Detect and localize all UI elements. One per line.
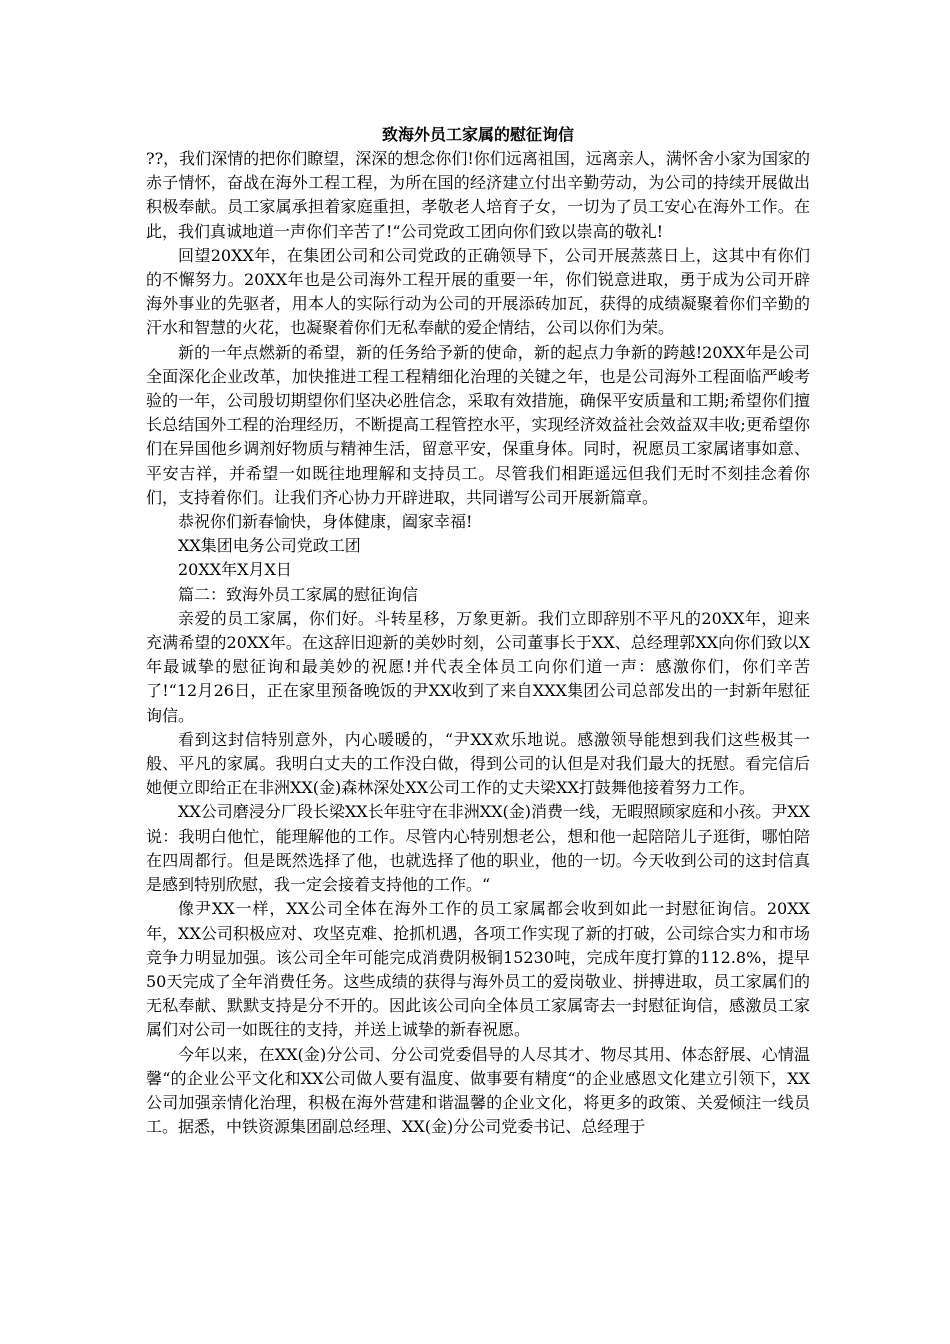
- paragraph: 看到这封信特别意外，内心暖暖的，“尹XX欢乐地说。感激领导能想到我们这些极其一般、平凡的家属。我明白丈夫的工作没白做，得到公司的认但是对我们最大的抚慰。看完信后她便立即给正在非洲XX(金)森林深处XX公司工作的丈夫梁XX打鼓舞他接着努力工作。: [146, 729, 810, 798]
- paragraph: 像尹XX一样，XX公司全体在海外工作的员工家属都会收到如此一封慰征询信。20XX年，XX公司积极应对、攻坚克难、抢抓机遇，各项工作实现了新的打破，公司综合实力和市场竞争力明显加强。该公司全年可能完成消费阴极铜15230吨，完成年度打算的112.8%，提早50天完成了全年消费任务。这些成绩的获得与海外员工的爱岗敬业、拼搏进取，员工家属们的无私奉献、默默支持是分不开的。因此该公司向全体员工家属寄去一封慰征询信，感激员工家属们对公司一如既往的支持，并送上诚挚的新春祝愿。: [146, 899, 810, 1040]
- paragraph: XX公司磨浸分厂段长梁XX长年驻守在非洲XX(金)消费一线，无暇照顾家庭和小孩。尹XX说：我明白他忙，能理解他的工作。尽管内心特别想老公，想和他一起陪陪儿子逛街，哪怕陪在四周都行。但是既然选择了他，也就选择了他的职业，他的一切。今天收到公司的这封信真是感到特别欣慰，我一定会接着支持他的工作。“: [146, 802, 810, 895]
- paragraph: 亲爱的员工家属，你们好。斗转星移，万象更新。我们立即辞别不平凡的20XX年，迎来充满希望的20XX年。在这辞旧迎新的美妙时刻，公司董事长于XX、总经理郭XX向你们致以X年最诚挚的慰征询和最美妙的祝愿!并代表全体员工向你们道一声：感激你们，你们辛苦了!“12月26日，正在家里预备晚饭的尹XX收到了来自XXX集团公司总部发出的一封新年慰征询信。: [146, 608, 810, 725]
- paragraph: 今年以来，在XX(金)分公司、分公司党委倡导的人尽其才、物尽其用、体态舒展、心情温馨“的企业公平文化和XX公司做人要有温度、做事要有精度“的企业感恩文化建立引领下，XX公司加强亲情化治理，积极在海外营建和谐温馨的企业文化，将更多的政策、关爱倾注一线员工。据悉，中铁资源集团副总经理、XX(金)分公司党委书记、总经理于: [146, 1044, 810, 1137]
- section-heading: 篇二：致海外员工家属的慰征询信: [178, 584, 419, 604]
- signature-date: 20XX年X月X日: [178, 560, 292, 580]
- paragraph: 回望20XX年，在集团公司和公司党政的正确领导下，公司开展蒸蒸日上，这其中有你们的不懈努力。20XX年也是公司海外工程开展的重要一年，你们锐意进取，勇于成为公司开辟海外事业的先驱者，用本人的实际行动为公司的开展添砖加瓦，获得的成绩凝聚着你们辛勤的汗水和智慧的火花，也凝聚着你们无私奉献的爱企情结，公司以你们为荣。: [146, 245, 810, 338]
- signature-organization: XX集团电务公司党政工团: [178, 536, 361, 556]
- document-page: [146, 123, 810, 1139]
- paragraph: ??，我们深情的把你们瞭望，深深的想念你们!你们远离祖国，远离亲人，满怀舍小家为国家的赤子情怀，奋战在海外工程工程，为所在国的经济建立付出辛勤劳动，为公司的持续开展做出积极奉献。员工家属承担着家庭重担，孝敬老人培育子女，一切为了员工安心在海外工作。在此，我们真诚地道一声你们辛苦了!“公司党政工团向你们致以崇高的敬礼!: [146, 149, 810, 241]
- paragraph: 新的一年点燃新的希望，新的任务给予新的使命，新的起点力争新的跨越!20XX年是公司全面深化企业改革，加快推进工程工程精细化治理的关键之年，也是公司海外工程面临严峻考验的一年，公司殷切期望你们坚决必胜信念，采取有效措施，确保平安质量和工期;希望你们擅长总结国外工程的治理经历，不断提高工程管控水平，实现经济效益社会效益双丰收;更希望你们在异国他乡调剂好物质与精神生活，留意平安，保重身体。同时，祝愿员工家属诸事如意、平安吉祥，并希望一如既往地理解和支持员工。尽管我们相距遥远但我们无时不刻挂念着你们，支持着你们。让我们齐心协力开辟进取，共同谱写公司开展新篇章。: [146, 342, 810, 507]
- document-body: [146, 147, 810, 1139]
- closing-greeting: 恭祝你们新春愉快，身体健康，阖家幸福!: [178, 512, 473, 532]
- document-title: 致海外员工家属的慰征询信: [381, 125, 574, 144]
